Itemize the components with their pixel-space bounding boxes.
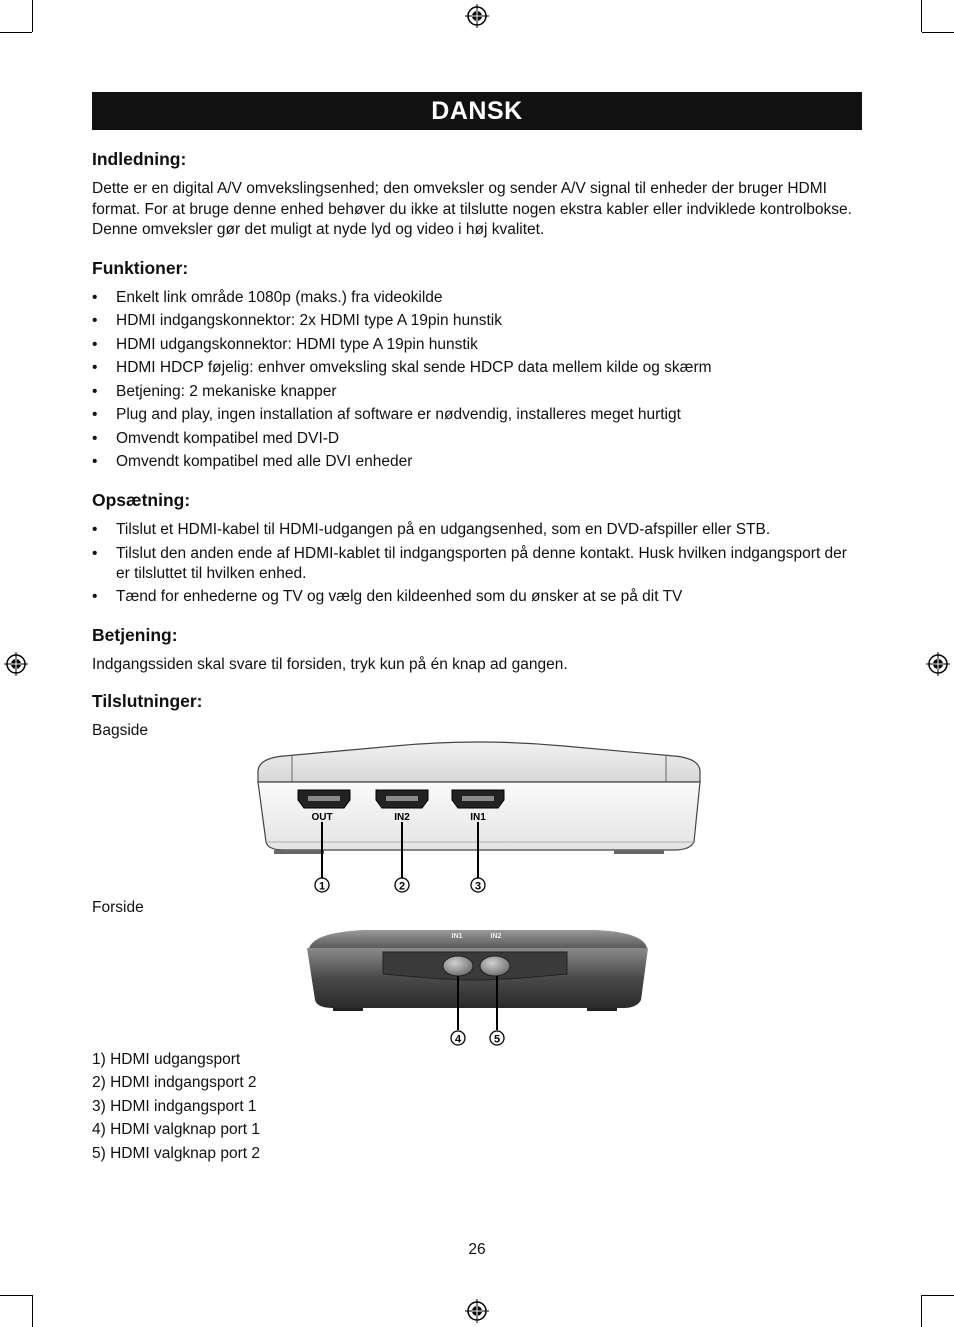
callout-4: 4: [454, 1033, 462, 1046]
list-item: • Plug and play, ingen installation af software er nødvendig, installeres meget hurtigt: [92, 405, 862, 425]
crop-mark: [921, 1295, 922, 1327]
page-number: 26: [468, 1241, 486, 1258]
select-button-port2[interactable]: [480, 956, 510, 976]
list-item: • Tilslut den anden ende af HDMI-kablet til indgangsporten på denne kontakt. Husk hvilken indgangsport der er tilsluttet til hvilken enhed.: [92, 544, 862, 584]
registration-mark-icon: [926, 652, 950, 676]
front-panel-illustration: [305, 922, 650, 1047]
port-label-in1: IN1: [470, 812, 486, 823]
crop-mark: [32, 1295, 33, 1327]
list-item: • Omvendt kompatibel med alle DVI enheder: [92, 452, 862, 472]
registration-mark-icon: [465, 1299, 489, 1323]
features-list: [92, 288, 862, 473]
port-label-out: OUT: [311, 812, 333, 823]
list-item: 1) HDMI udgangsport: [92, 1051, 241, 1068]
port-label-in2: IN2: [394, 812, 410, 823]
back-panel-illustration: [254, 732, 704, 897]
features-heading: Funktioner:: [92, 257, 189, 278]
crop-mark: [0, 32, 32, 33]
crop-mark: [32, 0, 33, 32]
select-button-port1[interactable]: [443, 956, 473, 976]
list-item: 4) HDMI valgknap port 1: [92, 1121, 260, 1139]
language-banner: DANSK: [92, 92, 862, 130]
callout-3: 3: [474, 880, 482, 893]
list-item: • HDMI indgangskonnektor: 2x HDMI type A 19pin hunstik: [92, 311, 862, 331]
registration-mark-icon: [465, 4, 489, 28]
manual-content: [92, 148, 862, 741]
callout-1: 1: [318, 880, 326, 893]
registration-mark-icon: [4, 652, 28, 676]
list-item: • HDMI HDCP føjelig: enhver omveksling skal sende HDCP data mellem kilde og skærm: [92, 358, 862, 378]
operation-text: Indgangssiden skal svare til forsiden, tryk kun på én knap ad gangen.: [92, 656, 568, 673]
list-item: • Betjening: 2 mekaniske knapper: [92, 382, 862, 402]
intro-text: Dette er en digital A/V omvekslingsenhed; den omveksler og sender A/V signal til enheder der bruger HDMI format. For at bruge denne enhed behøver du ikke at tilslutte nogen ekstra kabler eller indviklede kontrolbokse. Denne omveksler gør det muligt at nyde lyd og video i høj kvalitet.: [92, 180, 852, 238]
list-item: 5) HDMI valgknap port 2: [92, 1144, 260, 1162]
crop-mark: [922, 1295, 954, 1296]
crop-mark: [921, 0, 922, 32]
setup-list: [92, 520, 862, 607]
back-label: Bagside: [92, 721, 149, 739]
callout-2: 2: [398, 880, 406, 893]
list-item: • Tilslut et HDMI-kabel til HDMI-udgangen på en udgangsenhed, som en DVD-afspiller eller STB.: [92, 520, 862, 540]
hdmi-port-out-icon: [298, 790, 350, 808]
crop-mark: [922, 32, 954, 33]
hdmi-port-in2-icon: [376, 790, 428, 808]
front-port-label-in2: IN2: [490, 933, 502, 940]
setup-heading: Opsætning:: [92, 490, 191, 510]
hdmi-port-in1-icon: [452, 790, 504, 808]
crop-mark: [0, 1295, 32, 1296]
callout-5: 5: [493, 1033, 501, 1046]
list-item: • Enkelt link område 1080p (maks.) fra videokilde: [92, 288, 862, 308]
connections-heading: Tilslutninger:: [92, 690, 203, 711]
connections-legend: [92, 1050, 260, 1167]
list-item: 3) HDMI indgangsport 1: [92, 1097, 257, 1115]
list-item: 2) HDMI indgangsport 2: [92, 1074, 257, 1092]
front-port-label-in1: IN1: [451, 933, 463, 940]
operation-heading: Betjening:: [92, 625, 178, 645]
intro-heading: Indledning:: [92, 149, 187, 169]
list-item: • Tænd for enhederne og TV og vælg den kildeenhed som du ønsker at se på dit TV: [92, 587, 862, 607]
front-label: Forside: [92, 899, 144, 916]
list-item: • HDMI udgangskonnektor: HDMI type A 19pin hunstik: [92, 335, 862, 355]
list-item: • Omvendt kompatibel med DVI-D: [92, 429, 862, 449]
